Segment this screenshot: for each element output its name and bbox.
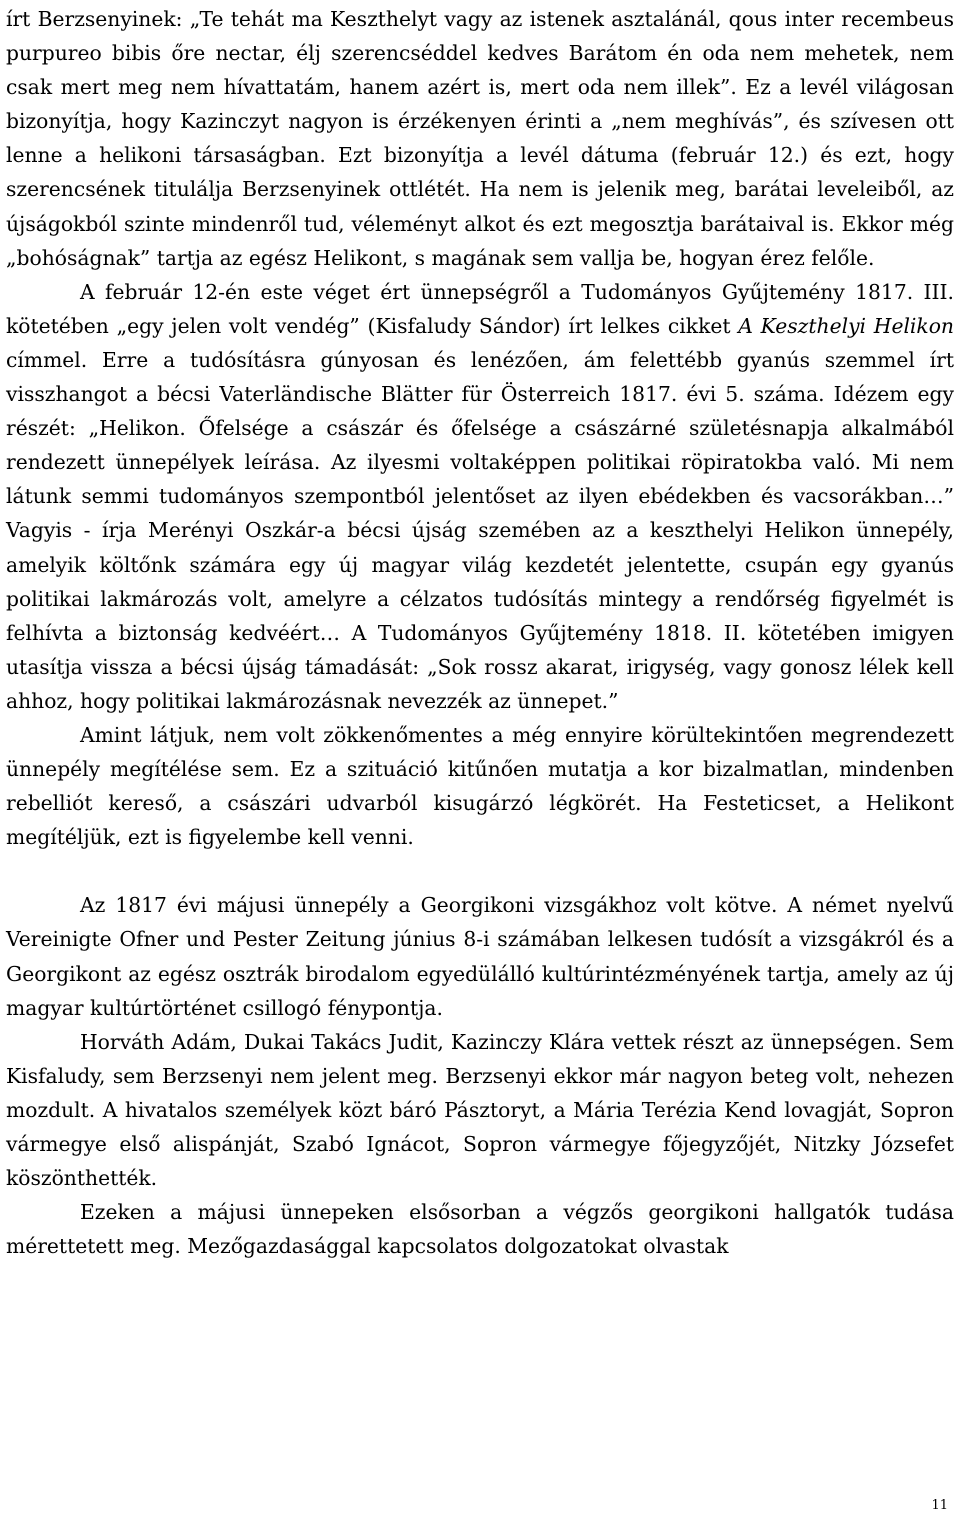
paragraph bbox=[6, 2, 954, 275]
body-text bbox=[6, 2, 954, 1263]
paragraph-text: Horváth Adám, Dukai Takács Judit, Kazinczy Klára vettek részt az ünnepségen. Sem Kisfaludy, sem Berzsenyi nem jelent meg. Berzsenyi ekkor már nagyon beteg volt, nehezen mozdult. A hivatalos személyek közt báró Pásztoryt, a Mária Terézia Kend lovagját, Sopron vármegye első alispánját, Szabó Ignácot, Sopron vármegye főjegyzőjét, Nitzky Józsefet köszönthették. bbox=[6, 1029, 954, 1191]
paragraph-text: írt Berzsenyinek: „Te tehát ma Keszthelyt vagy az istenek asztalánál, qous inter recembeus purpureo bibis őre nectar, élj szerencséddel kedves Barátom én oda nem mehetek, nem csak mert meg nem hívattatám, hanem azért is, mert oda nem illek”. Ez a levél világosan bizonyítja, hogy Kazinczyt nagyon is érzékenyen érinti a „nem meghívás”, és szívesen ott lenne a helikoni társaságban. Ezt bizonyítja a levél dátuma (február 12.) és ezt, hogy szerencsének titulálja Berzsenyinek ottlétét. Ha nem is jelenik meg, barátai leveleiből, az újságokból szinte mindenről tud, véleményt alkot és ezt megosztja barátaival is. Ekkor még „bohóságnak” tartja az egész Helikont, s magának sem vallja be, hogyan érez felőle. bbox=[6, 7, 954, 270]
paragraph-text: Ezeken a májusi ünnepeken elsősorban a végzős georgikoni hallgatók tudása mérettetett meg. Mezőgazdasággal kapcsolatos dolgozatokat olvastak bbox=[6, 1200, 954, 1259]
italic-title-text: A Keszthelyi Helikon bbox=[738, 313, 954, 338]
paragraph bbox=[6, 275, 954, 718]
paragraph-text: Amint látjuk, nem volt zökkenőmentes a még ennyire körültekintően megrendezett ünnepély megítélése sem. Ez a szituáció kitűnően mutatja a kor bizalmatlan, mindenben rebelliót kereső, a császári udvarból kisugárzó légkörét. Ha Festeticset, a Helikont megítéljük, ezt is figyelembe kell venni. bbox=[6, 722, 954, 850]
paragraph bbox=[6, 1195, 954, 1263]
paragraph-text: címmel. Erre a tudósításra gúnyosan és lenézően, ám felettébb gyanús szemmel írt visszhangot a bécsi Vaterländische Blätter für Österreich 1817. évi 5. száma. Idézem egy részét: „Helikon. Őfelsége a császár és őfelsége a császárné születésnapja alkalmából rendezett ünnepélyek leírása. Az ilyesmi voltaképpen politikai röpiratokba való. Mi nem látunk semmi tudományos szempontból jelentőset az ilyen ebédekben és vacsorákban…” Vagyis - írja Merényi Oszkár-a bécsi újság szemében az a keszthelyi Helikon ünnepély, amelyik költőnk számára egy új magyar világ kezdetét jelentette, csupán egy gyanús politikai lakmározás volt, amelyre a célzatos tudósítás mintegy a rendőrség figyelmét is felhívta a biztonság kedvéért… A Tudományos Gyűjtemény 1818. II. kötetében imigyen utasítja vissza a bécsi újság támadását: „Sok rossz akarat, irigység, vagy gonosz lélek kell ahhoz, hogy politikai lakmározásnak nevezzék az ünnepet.” bbox=[6, 347, 954, 713]
page-number: 11 bbox=[931, 1498, 948, 1513]
paragraph bbox=[6, 718, 954, 854]
paragraph bbox=[6, 888, 954, 1024]
document-page bbox=[6, 2, 954, 1263]
paragraph-text: Az 1817 évi májusi ünnepély a Georgikoni vizsgákhoz volt kötve. A német nyelvű Vereinigte Ofner und Pester Zeitung június 8-i számában lelkesen tudósít a vizsgákról és a Georgikont az egész osztrák birodalom egyedülálló kultúrintézményének tartja, amely az új magyar kultúrtörténet csillogó fénypontja. bbox=[6, 893, 954, 1020]
paragraph-text: A február 12-én este véget ért ünnepségről a Tudományos Gyűjtemény 1817. III. kötetében „egy jelen volt vendég” (Kisfaludy Sándor) írt lelkes cikket bbox=[6, 279, 954, 338]
paragraph bbox=[6, 1025, 954, 1195]
